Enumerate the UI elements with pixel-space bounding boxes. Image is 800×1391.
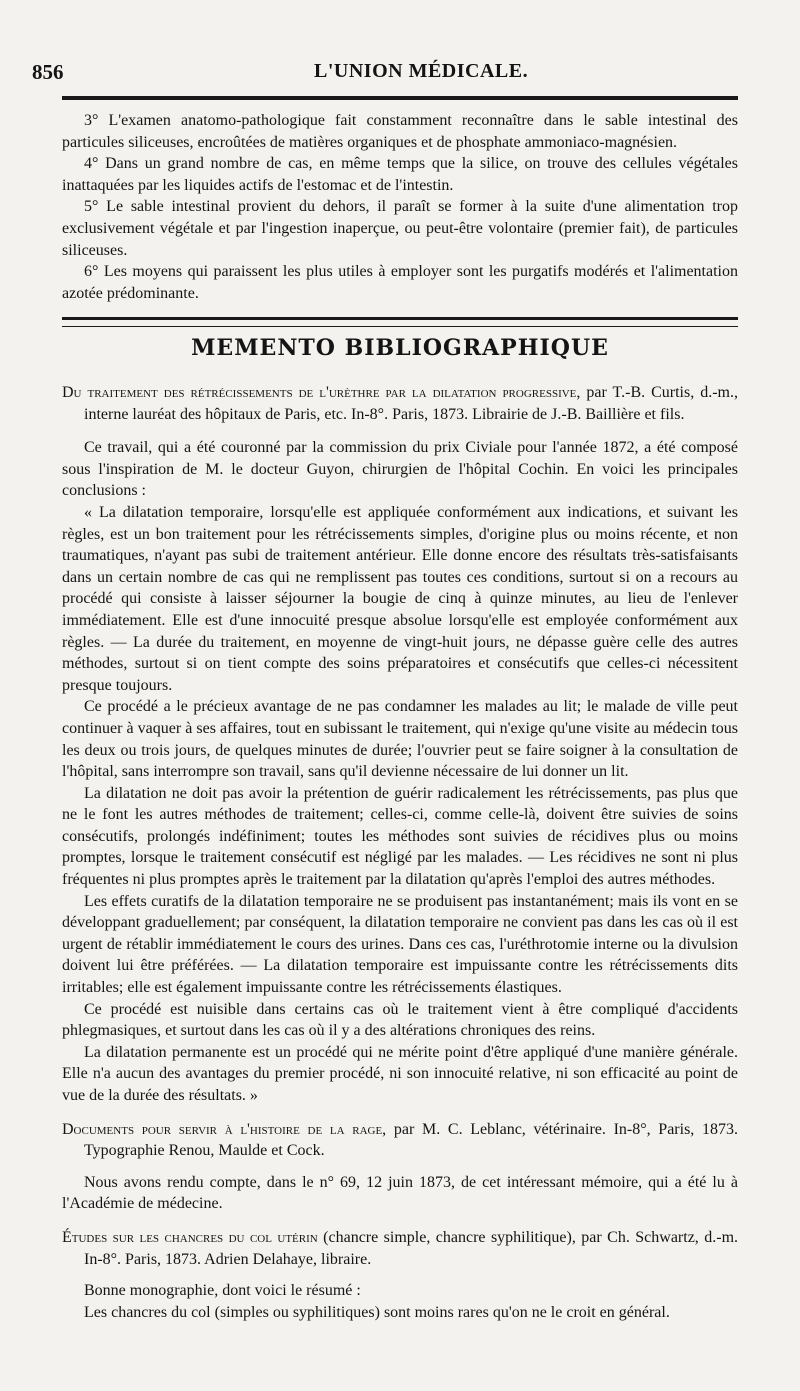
entry-1-paragraph: La dilatation permanente est un procédé qui ne mérite point d'être appliqué d'une manière générale. Elle n'a aucun des avantages du premier procédé, ni son innocuité relative, ni son efficacité au point de vue de la durée des résultats. » bbox=[62, 1043, 738, 1104]
conclusion-3: 3° L'examen anatomo-pathologique fait constamment reconnaître dans le sable intestinal des particules siliceuses, encroûtées de matières organiques et de phosphate ammoniaco-magnésien. bbox=[62, 112, 738, 151]
entry-3-paragraph: Les chancres du col (simples ou syphilitiques) sont moins rares qu'on ne le croit en général. bbox=[84, 1303, 670, 1321]
page-header bbox=[32, 60, 738, 88]
section-title: MEMENTO BIBLIOGRAPHIQUE bbox=[191, 335, 609, 361]
page-number: 856 bbox=[32, 60, 64, 84]
entry-2-citation: par M. C. Leblanc, vétérinaire. In-8°, Paris, 1873. Typographie Renou, Maulde et Cock. bbox=[84, 1120, 738, 1160]
entry-3-citation: (chancre simple, chancre syphilitique), par Ch. Schwartz, d.-m. In-8°. Paris, 1873. Adrien Delahaye, libraire. bbox=[84, 1228, 739, 1268]
entry-1-title: Du traitement des rétrécissements de l'urèthre par la dilatation progressive, bbox=[62, 384, 581, 401]
section-rule bbox=[62, 317, 738, 327]
entry-1-paragraph: Ce procédé est nuisible dans certains cas où le traitement vient à être compliqué d'accidents phlegmasiques, et surtout dans les cas où il y a des altérations chroniques des reins. bbox=[62, 1000, 738, 1040]
entry-2-title: Documents pour servir à l'histoire de la rage, bbox=[62, 1120, 387, 1138]
entry-3-title: Études sur les chancres du col utérin bbox=[62, 1228, 318, 1246]
entry-2-paragraph: Nous avons rendu compte, dans le n° 69, 12 juin 1873, de cet intéressant mémoire, qui a été lu à l'Académie de médecine. bbox=[62, 1173, 738, 1213]
entry-3-paragraph: Bonne monographie, dont voici le résumé : bbox=[84, 1282, 361, 1300]
entry-2-header bbox=[62, 1119, 738, 1162]
running-title: L'UNION MÉDICALE. bbox=[314, 60, 529, 82]
entry-1-paragraph: Ce procédé a le précieux avantage de ne pas condamner les malades au lit; le malade de ville peut continuer à vaquer à ses affaires, tout en subissant le traitement, qui n'exige qu'une visite au médecin tous les deux ou trois jours, de quelques minutes de durée; l'ouvrier peut se faire soigner à la consultation de l'hôpital, sans interrompre son travail, sans qu'il devienne nécessaire de lui donner un lit. bbox=[62, 698, 738, 781]
entry-1-paragraph: « La dilatation temporaire, lorsqu'elle est appliquée conformément aux indications, et suivant les règles, est un bon traitement pour les rétrécissements simples, d'origine plus ou moins récente, et non traumatiques, n'ayant pas subi de traitement antérieur. Elle donne encore des résultats très-satisfaisants dans un certain nombre de cas qui ne remplissent pas toutes ces conditions, surtout si on a recours au procédé qui consiste à laisser séjourner la bougie de cinq à quinze minutes, au lieu de l'enlever immédiatement. Elle est d'une innocuité presque absolue lorsqu'elle est employée conformément aux règles. — La durée du traitement, en moyenne de vingt-huit jours, ne dépasse guère celle des autres méthodes, surtout si on tient compte des soins préparatoires et consécutifs que celles-ci nécessitent presque toujours. bbox=[62, 503, 738, 694]
conclusions-block bbox=[62, 110, 738, 304]
entry-1-header bbox=[62, 382, 738, 425]
header-rule bbox=[62, 96, 738, 100]
bibliography-entries bbox=[62, 382, 738, 1323]
conclusion-6: 6° Les moyens qui paraissent les plus utiles à employer sont les purgatifs modérés et l'alimentation azotée prédominante. bbox=[62, 263, 738, 302]
entry-3-header bbox=[62, 1227, 738, 1270]
entry-1-citation: par T.-B. Curtis, d.-m., interne lauréat des hôpitaux de Paris, etc. In-8°. Paris, 1873. Librairie de J.-B. Baillière et fils. bbox=[84, 384, 738, 423]
entry-1-paragraph: Les effets curatifs de la dilatation temporaire ne se produisent pas instantanément; mais ils vont en se développant graduellement; par conséquent, la dilatation temporaire ne convient pas dans les cas où il est urgent de rétablir immédiatement le cours des urines. Dans ces cas, l'uréthrotomie interne ou la divulsion doivent lui être préférées. — La dilatation temporaire est impuissante contre les rétrécissements dits irritables; elle est également impuissante contre les rétrécissements élastiques. bbox=[62, 892, 738, 997]
conclusion-5: 5° Le sable intestinal provient du dehors, il paraît se former à la suite d'une alimentation trop exclusivement végétale et par l'ingestion inaperçue, ou peut-être volontaire (premier fait), de particules siliceuses. bbox=[62, 198, 738, 259]
conclusion-4: 4° Dans un grand nombre de cas, en même temps que la silice, on trouve des cellules végétales inattaquées par les liquides actifs de l'estomac et de l'intestin. bbox=[62, 155, 738, 194]
entry-1-paragraph: La dilatation ne doit pas avoir la prétention de guérir radicalement les rétrécissements, pas plus que ne le font les autres méthodes de traitement; celles-ci, comme celle-là, doivent être suivies de soins consécutifs, prolongés indéfiniment; toutes les méthodes sont suivies de récidives plus ou moins promptes, lorsque le traitement consécutif est négligé par les malades. — Les récidives ne sont ni plus fréquentes ni plus promptes après le traitement par la dilatation qu'après l'emploi des autres méthodes. bbox=[62, 784, 738, 889]
entry-1-paragraph: Ce travail, qui a été couronné par la commission du prix Civiale pour l'année 1872, a été composé sous l'inspiration de M. le docteur Guyon, chirurgien de l'hôpital Cochin. En voici les principales conclusions : bbox=[62, 439, 738, 500]
